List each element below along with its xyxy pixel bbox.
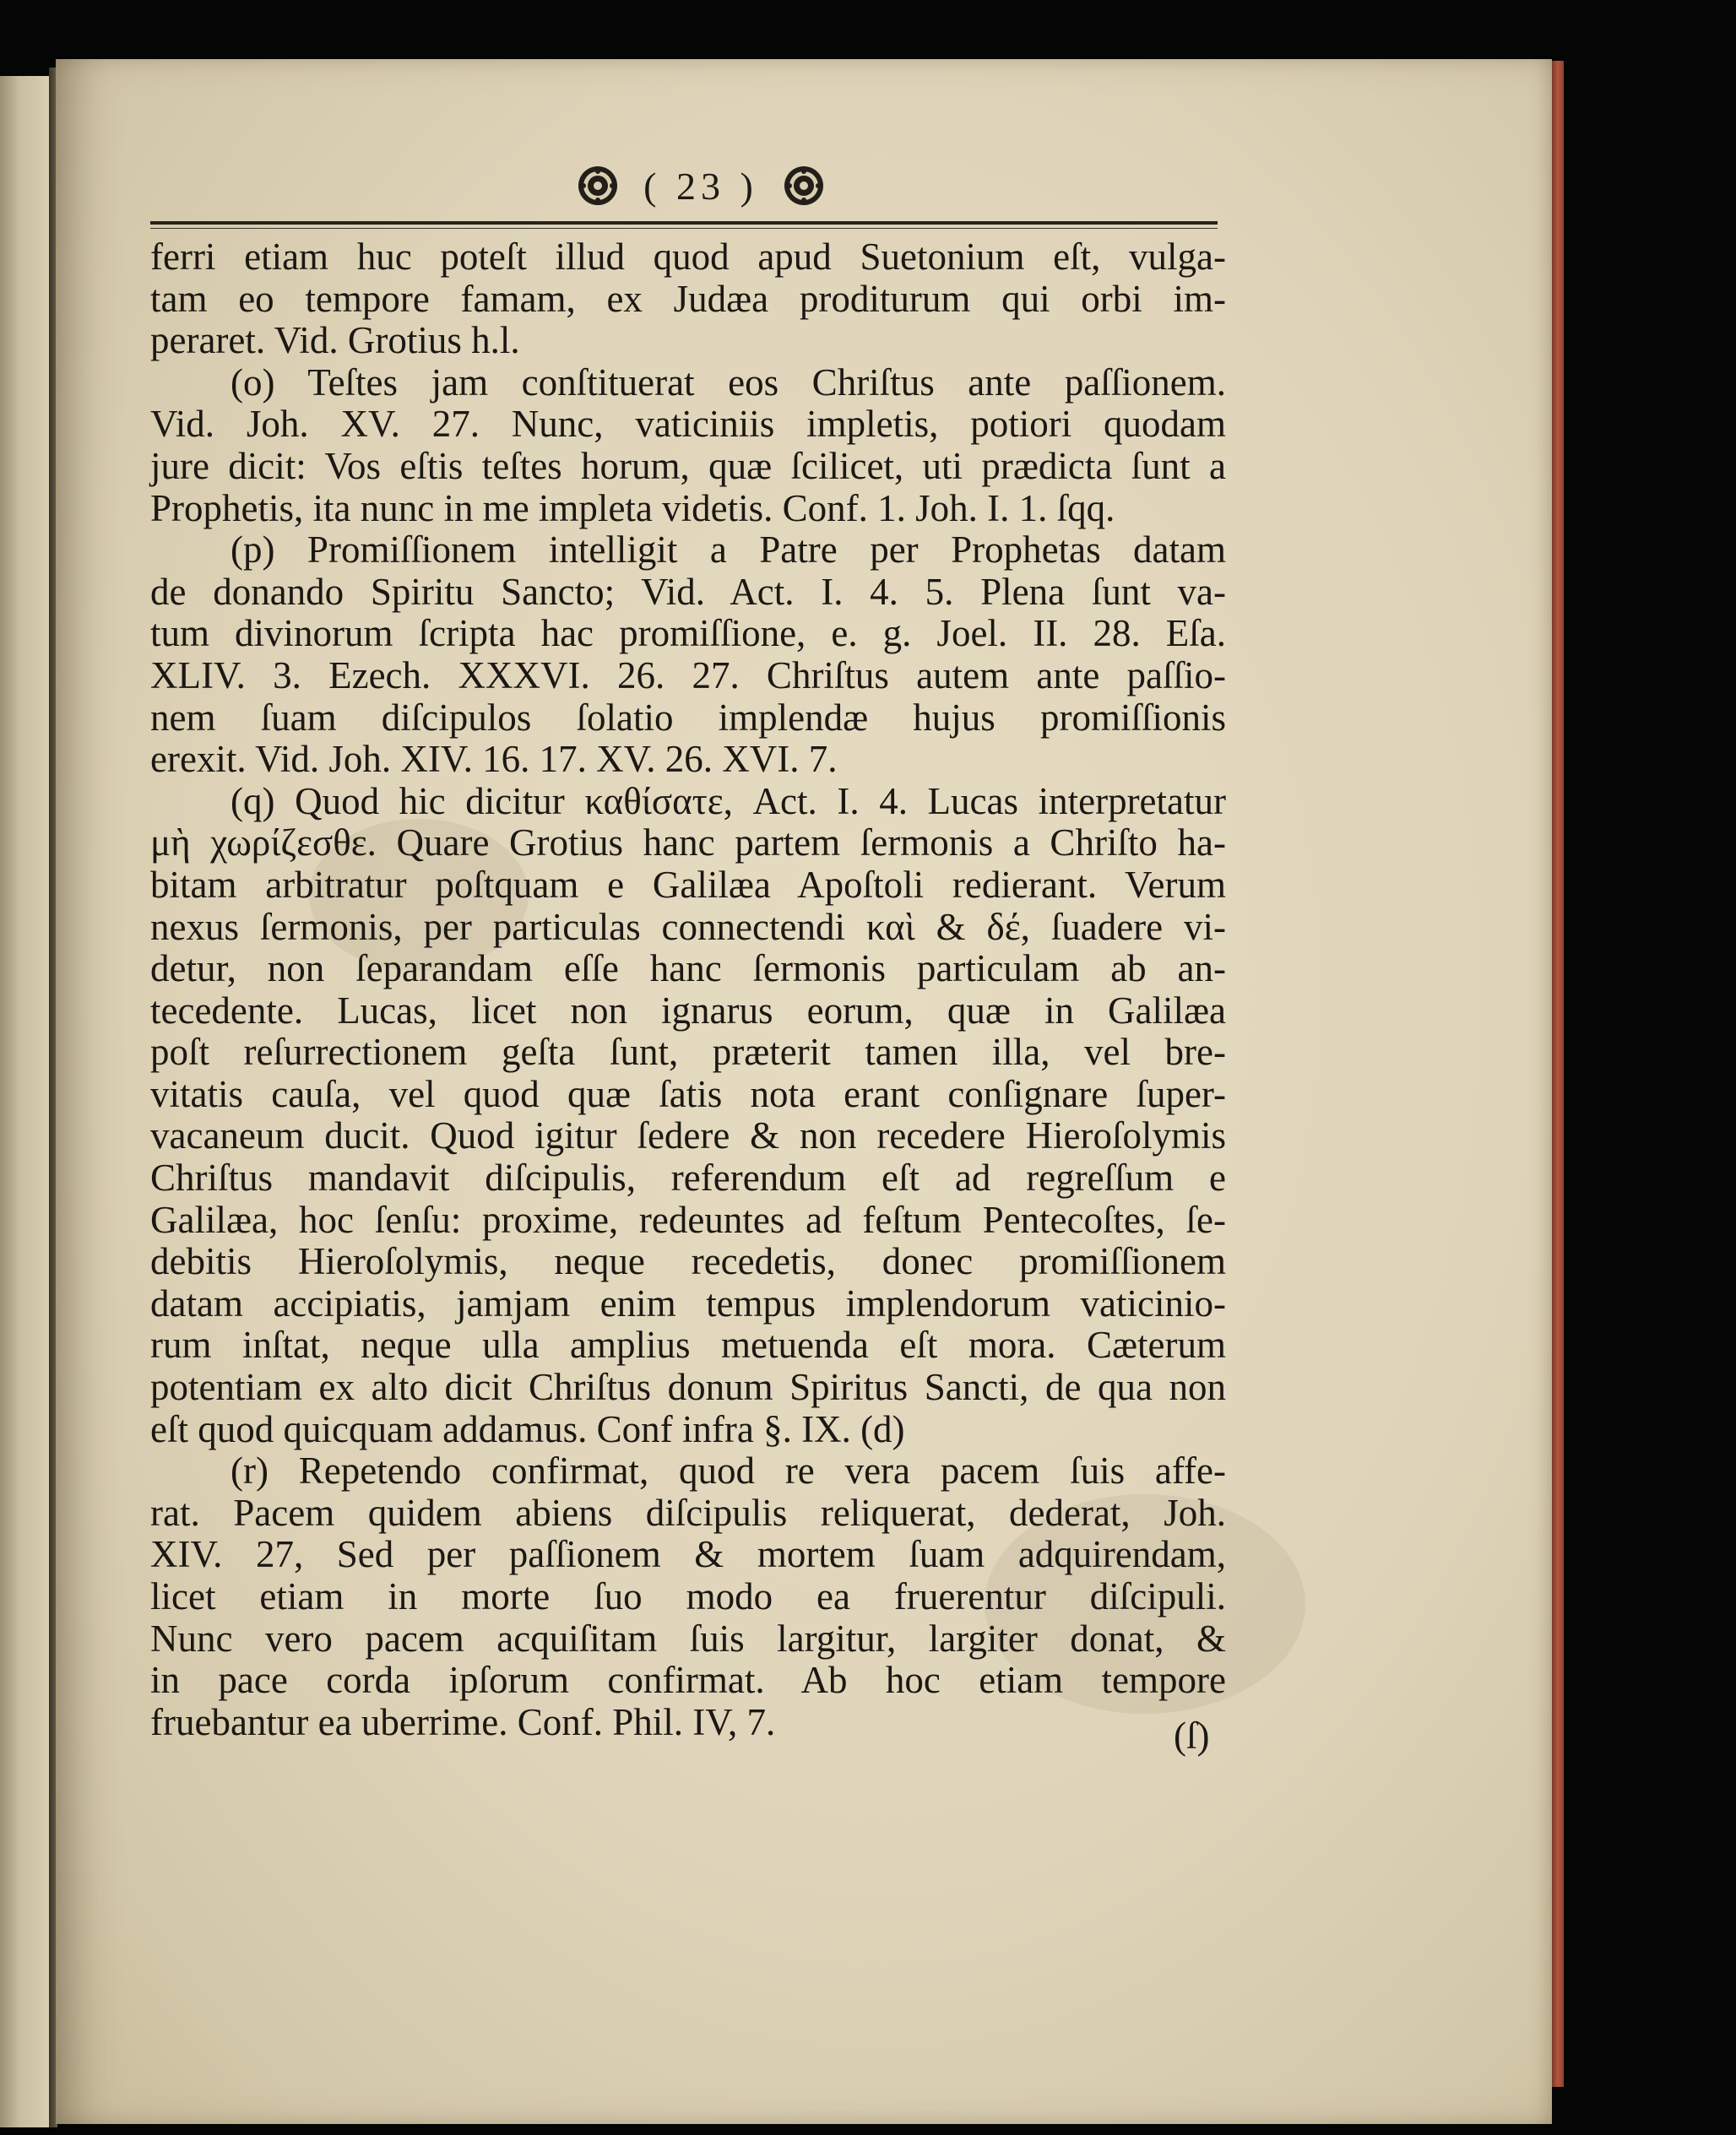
text-line: poſt reſurrectionem geſta ſunt, præterit tamen illa, vel bre- (150, 1031, 1226, 1074)
text-line: eſt quod quicquam addamus. Conf infra §. IX. (d) (150, 1407, 905, 1450)
text-line: (p) Promiſſionem intelligit a Patre per Prophetas datam (231, 528, 1226, 572)
text-line: bitam arbitratur poſtquam e Galilæa Apoſtoli redierant. Verum (150, 863, 1226, 906)
text-line: potentiam ex alto dicit Chriſtus donum Spiritus Sancti, de qua non (150, 1366, 1226, 1409)
text-line: vacaneum ducit. Quod igitur ſedere & non recedere Hieroſolymis (150, 1114, 1226, 1157)
text-line: rum inſtat, neque ulla amplius metuenda eſt mora. Cæterum (150, 1324, 1226, 1367)
page-header (532, 152, 870, 219)
text-line: vitatis cauſa, vel quod quæ ſatis nota erant conſignare ſuper- (150, 1072, 1226, 1115)
text-line: licet etiam in morte ſuo modo ea fruerentur diſcipuli. (150, 1575, 1226, 1618)
text-line: detur, non ſeparandam eſſe hanc ſermonis particulam ab an- (150, 947, 1226, 990)
text-line: in pace corda ipſorum confirmat. Ab hoc etiam tempore (150, 1659, 1226, 1702)
header-rule-thick (150, 221, 1218, 225)
text-line: tam eo tempore famam, ex Judæa proditurum qui orbi im- (150, 277, 1226, 320)
text-line: fruebantur ea uberrime. Conf. Phil. IV, 7. (150, 1700, 776, 1743)
text-line: erexit. Vid. Joh. XIV. 16. 17. XV. 26. XVI. 7. (150, 738, 838, 781)
rosette-ornament-right-icon (782, 164, 826, 208)
text-line: rat. Pacem quidem abiens diſcipulis reliquerat, dederat, Joh. (150, 1491, 1226, 1534)
header-rule-thin (150, 228, 1218, 229)
text-line: nexus ſermonis, per particulas connectendi καὶ & δέ, ſuadere vi- (150, 905, 1226, 948)
text-line: ferri etiam huc poteſt illud quod apud Suetonium eſt, vulga- (150, 236, 1226, 278)
text-line: Nunc vero pacem acquiſitam ſuis largitur, largiter donat, & (150, 1617, 1226, 1660)
text-line: tecedente. Lucas, licet non ignarus eorum, quæ in Galilæa (150, 989, 1226, 1032)
text-line: (r) Repetendo confirmat, quod re vera pacem ſuis affe- (231, 1450, 1226, 1493)
text-line: XIV. 27, Sed per paſſionem & mortem ſuam adquirendam, (150, 1533, 1226, 1576)
text-line: Prophetis, ita nunc in me impleta videtis. Conf. 1. Joh. I. 1. ſqq. (150, 486, 1115, 529)
red-fore-edge (1552, 61, 1564, 2087)
catchword: (ſ) (1174, 1715, 1210, 1757)
body-text (150, 236, 1226, 1743)
text-line: nem ſuam diſcipulos ſolatio implendæ hujus promiſſionis (150, 696, 1226, 739)
text-line: μὴ χωρίζεσθε. Quare Grotius hanc partem ſermonis a Chriſto ha- (150, 821, 1226, 864)
text-line: debitis Hieroſolymis, neque recedetis, donec promiſſionem (150, 1240, 1226, 1283)
previous-page-edge (0, 76, 51, 2127)
text-line: tum divinorum ſcripta hac promiſſione, e. g. Joel. II. 28. Eſa. (150, 612, 1226, 655)
text-line: de donando Spiritu Sancto; Vid. Act. I. 4. 5. Plena ſunt va- (150, 570, 1226, 613)
page-number: ( 23 ) (643, 164, 758, 208)
text-line: (o) Teſtes jam conſtituerat eos Chriſtus ante paſſionem. (231, 360, 1226, 404)
text-line: Chriſtus mandavit diſcipulis, referendum eſt ad regreſſum e (150, 1157, 1226, 1200)
text-line: peraret. Vid. Grotius h.l. (150, 319, 520, 362)
text-line: XLIV. 3. Ezech. XXXVI. 26. 27. Chriſtus autem ante paſſio- (150, 653, 1226, 696)
text-line: datam accipiatis, jamjam enim tempus implendorum vaticinio- (150, 1282, 1226, 1325)
text-line: Galilæa, hoc ſenſu: proxime, redeuntes ad feſtum Pentecoſtes, ſe- (150, 1198, 1226, 1241)
text-line: jure dicit: Vos eſtis teſtes horum, quæ ſcilicet, uti prædicta ſunt a (150, 444, 1226, 487)
text-line: Vid. Joh. XV. 27. Nunc, vaticiniis impletis, potiori quodam (150, 403, 1226, 446)
text-line: (q) Quod hic dicitur καθίσατε, Act. I. 4. Lucas interpretatur (231, 779, 1226, 822)
rosette-ornament-left-icon (576, 164, 620, 208)
